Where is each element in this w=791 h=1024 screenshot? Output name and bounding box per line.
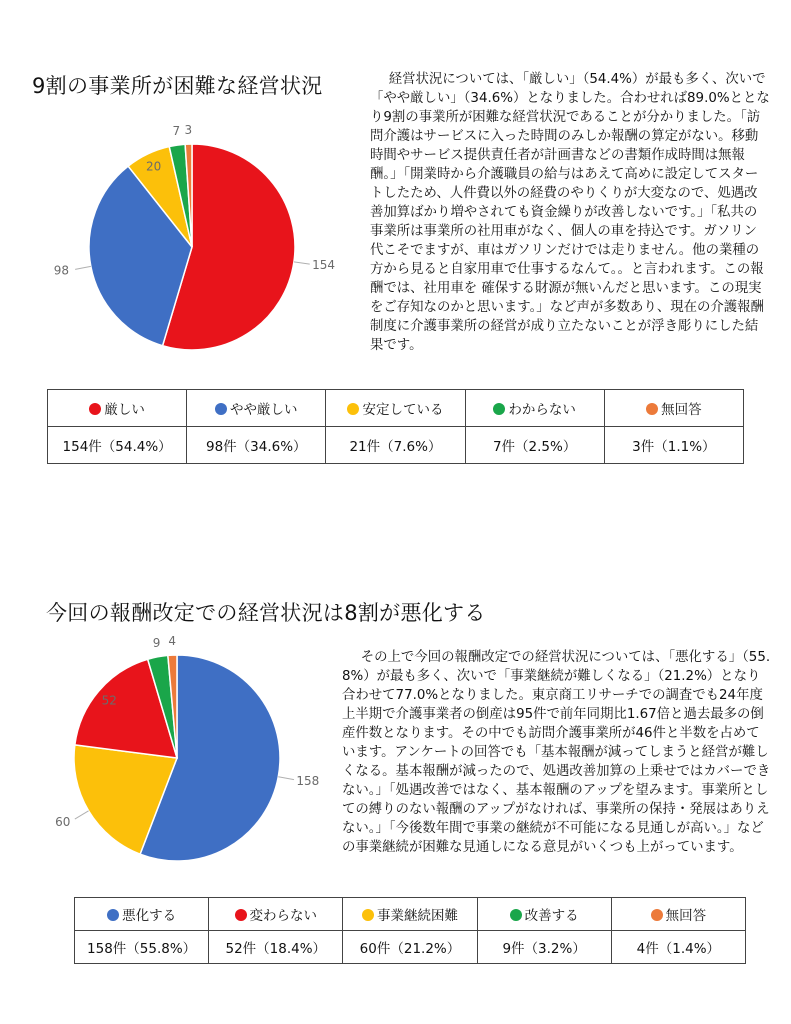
pie-data-label: 9: [152, 635, 161, 650]
pie-data-label: 158: [296, 773, 320, 788]
table-cell-value: 98件（34.6%）: [187, 427, 326, 464]
table-cell-label: 改善する: [477, 898, 611, 931]
table-cell-label: 悪化する: [75, 898, 209, 931]
pie-chart-business-condition: [40, 120, 360, 380]
table-cell-value: 7件（2.5%）: [465, 427, 604, 464]
table-cell-label: 変わらない: [209, 898, 343, 931]
section1-title: 9割の事業所が困難な経営状況: [32, 74, 323, 98]
table-cell-label: わからない: [465, 390, 604, 427]
table-row-values: [75, 931, 746, 964]
legend-dot-icon: [646, 403, 658, 415]
table-cell-label: やや厳しい: [187, 390, 326, 427]
table-cell-label: 無回答: [604, 390, 743, 427]
label-leader-line: [75, 266, 91, 269]
table-row-labels: [48, 390, 744, 427]
table-cell-label: 事業継続困難: [343, 898, 477, 931]
section1-summary-table: [47, 389, 744, 464]
section2-paragraph: その上で今回の報酬改定での経営状況については、「悪化する」（55.8%）が最も多く、次いで「事業継続が難しくなる」（21.2%）となり合わせて77.0%となりました。東京商工リサーチでの調査でも24年度上半期で介護事業者の倒産は95件で前年同期比1.67倍と過去最多の倒産件数となります。その中でも訪問介護事業所が46件と半数を占めています。アンケートの回答でも「基本報酬が減ってしまうと経営が難しくなる。基本報酬が減ったので、処遇改善加算の上乗せではカバーできない。」「処遇改善ではなく、基本報酬のアップを望みます。事業所としての縛りのない報酬のアップがなければ、事業所の保持・発展はありえない。」「今後数年間で事業の継続が不可能になる見通しが高い。」などの事業継続が困難な見通しになる意見がいくつも上がっています。: [342, 650, 771, 855]
table-cell-value: 4件（1.4%）: [611, 931, 745, 964]
pie-data-label: 98: [53, 263, 70, 278]
section2-title: 今回の報酬改定での経営状況は8割が悪化する: [46, 601, 486, 625]
pie-data-label: 7: [172, 124, 181, 139]
pie-data-label: 20: [145, 159, 162, 174]
table-row-values: [48, 427, 744, 464]
table-cell-value: 52件（18.4%）: [209, 931, 343, 964]
pie-chart-revision-outlook: [40, 630, 350, 890]
legend-dot-icon: [510, 909, 522, 921]
table-cell-label: 厳しい: [48, 390, 187, 427]
pie-data-label: 4: [168, 634, 176, 649]
section1-paragraph: 経営状況については、「厳しい」（54.4%）が最も多く、次いで「やや厳しい」（34.6%）となりました。合わせれば89.0%ととなり9割の事業所が困難な経営状況であることが分かりました。「訪問介護はサービスに入った時間のみしか報酬の算定がない。移動時間やサービス提供責任者が計画書などの書類作成時間は無報酬。」「開業時から介護職員の給与はあえて高めに設定してスタートしたため、人件費以外の経費のやりくりが大変なので、処遇改善加算ばかり増やされても資金繰りが改善しないです。」「私共の事業所は事業所の社用車がなく、個人の車を持込です。ガソリン代こそでますが、車はガソリンだけでは走りません。他の業種の方から見ると自家用車で仕事するなんて。。と言われます。この報酬では、社用車を 確保する財源が無いんだと思います。この現実をご存知なのかと思います。」など声が多数あり、現在の介護報酬制度に介護事業所の経営が成り立たないことが浮き彫りにした結果です。: [370, 72, 770, 353]
pie-data-label: 154: [312, 258, 336, 273]
label-leader-line: [75, 811, 89, 819]
legend-dot-icon: [362, 909, 374, 921]
table-cell-value: 9件（3.2%）: [477, 931, 611, 964]
legend-dot-icon: [347, 403, 359, 415]
legend-dot-icon: [107, 909, 119, 921]
table-cell-value: 3件（1.1%）: [604, 427, 743, 464]
label-leader-line: [294, 262, 310, 264]
label-leader-line: [278, 777, 294, 780]
table-cell-value: 158件（55.8%）: [75, 931, 209, 964]
table-row-labels: [75, 898, 746, 931]
table-cell-label: 安定している: [326, 390, 465, 427]
pie-data-label: 52: [101, 693, 117, 708]
table-cell-value: 154件（54.4%）: [48, 427, 187, 464]
table-cell-label: 無回答: [611, 898, 745, 931]
table-cell-value: 21件（7.6%）: [326, 427, 465, 464]
legend-dot-icon: [215, 403, 227, 415]
legend-dot-icon: [651, 909, 663, 921]
table-cell-value: 60件（21.2%）: [343, 931, 477, 964]
legend-dot-icon: [89, 403, 101, 415]
legend-dot-icon: [493, 403, 505, 415]
pie-data-label: 3: [184, 123, 193, 138]
pie-data-label: 60: [55, 815, 71, 830]
legend-dot-icon: [235, 909, 247, 921]
section2-summary-table: [74, 897, 746, 964]
